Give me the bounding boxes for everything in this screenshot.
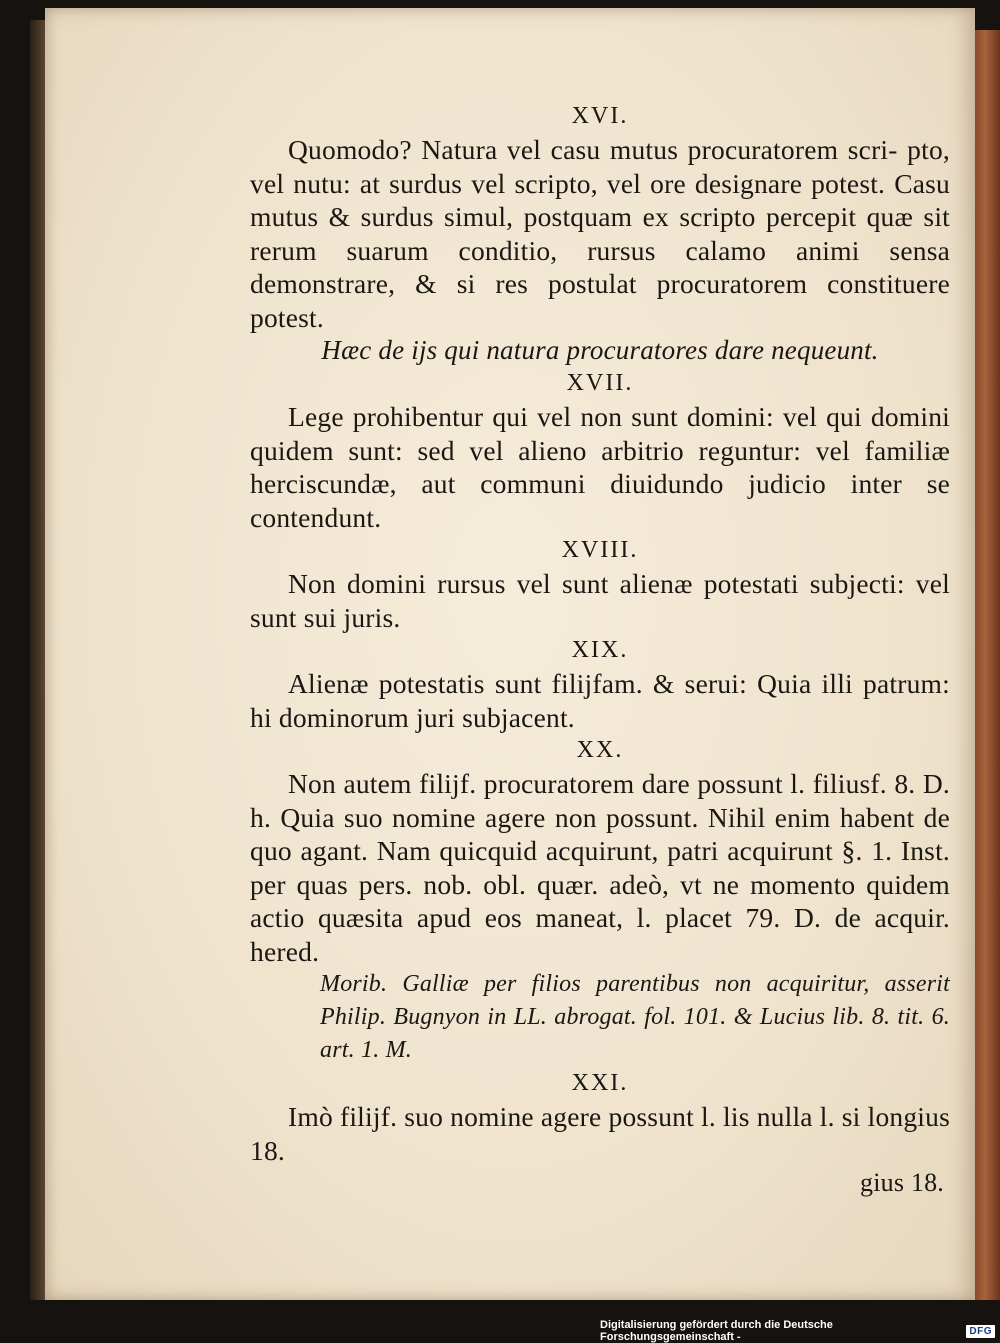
digitization-footer — [600, 1319, 995, 1343]
marginal-note: Morib. Galliæ per filios parentibus non acquiritur, asserit Philip. Bugnyon in LL. abrogat. fol. 101. & Lucius lib. 8. tit. 6. art. 1. M. — [320, 971, 950, 1063]
italic-summary-line: Hæc de ijs qui natura procuratores dare nequeunt. — [321, 335, 879, 365]
section-numeral-xviii: XVIII. — [561, 537, 639, 563]
section-numeral-xxi: XXI. — [571, 1070, 629, 1096]
footer-text: Digitalisierung gefördert durch die Deutsche Forschungsgemeinschaft - — [600, 1319, 833, 1343]
paragraph-xvii: Lege prohibentur qui vel non sunt domini: vel qui domini quidem sunt: sed vel alieno arbitrio reguntur: vel familiæ herciscundæ, aut communi diuidundo judicio inter se contendunt. — [250, 401, 950, 533]
paragraph-xix: Alienæ potestatis sunt filijfam. & serui: Quia illi patrum: hi dominorum juri subjacent. — [250, 668, 950, 733]
section-numeral-xvii: XVII. — [566, 370, 634, 396]
catchword: gius 18. — [860, 1168, 944, 1197]
dfg-logo-icon: DFG — [966, 1325, 995, 1338]
page-text — [250, 100, 950, 1199]
book-gutter — [30, 20, 45, 1300]
section-numeral-xvi: XVI. — [571, 103, 629, 129]
section-numeral-xx: XX. — [576, 737, 624, 763]
paragraph-xxi: Imò filijf. suo nomine agere possunt l. lis nulla l. si longius 18. — [250, 1101, 950, 1166]
paragraph-xvi: Quomodo? Natura vel casu mutus procuratorem scri- pto, vel nutu: at surdus vel scripto, vel ore designare potest. Casu mutus & surdus simul, postquam ex scripto percepit quæ sit rerum suarum conditio, rursus calamo animi sensa demonstrare, & si res postulat procuratorem constituere potest. — [250, 134, 950, 333]
paragraph-xx: Non autem filijf. procuratorem dare possunt l. filiusf. 8. D. h. Quia suo nomine agere non possunt. Nihil enim habent de quo agant. Nam quicquid acquirunt, patri acquirunt §. 1. Inst. per quas pers. nob. obl. quær. adeò, vt ne momento quidem actio quæsita apud eos maneat, l. placet 79. D. de acquir. hered. — [250, 768, 950, 967]
section-numeral-xix: XIX. — [571, 637, 629, 663]
page-fore-edge — [975, 30, 1000, 1300]
paragraph-xviii: Non domini rursus vel sunt alienæ potestati subjecti: vel sunt sui juris. — [250, 568, 950, 633]
